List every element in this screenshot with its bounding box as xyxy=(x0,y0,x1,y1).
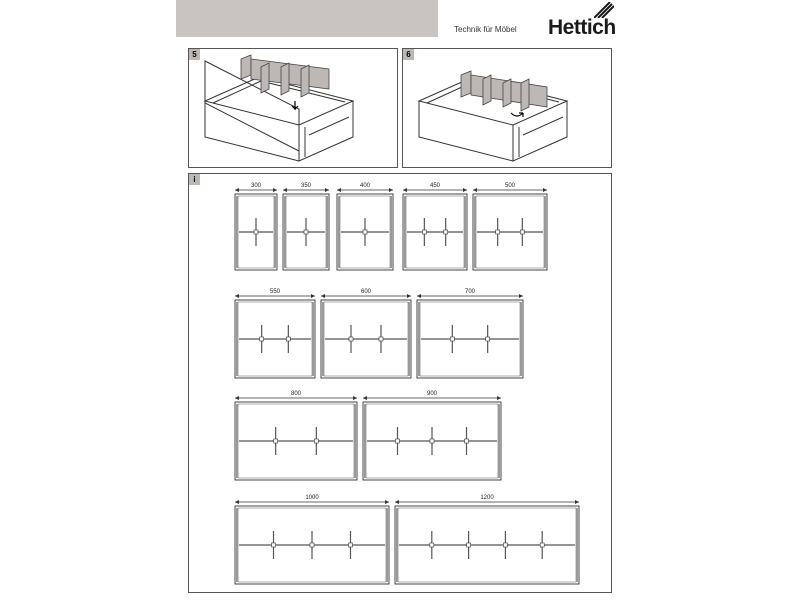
arrow-left-icon xyxy=(283,188,287,192)
layout-800 xyxy=(235,391,357,480)
side-rail-right xyxy=(520,302,522,376)
arrow-right-icon xyxy=(463,188,467,192)
side-rail-right xyxy=(464,196,466,268)
arrow-left-icon xyxy=(321,294,325,298)
side-rail-left xyxy=(474,196,476,268)
side-rail-right xyxy=(386,508,388,582)
arrow-left-icon xyxy=(395,500,399,504)
divider-layouts xyxy=(189,174,611,592)
side-rail-left xyxy=(322,302,324,376)
side-rail-left xyxy=(284,196,286,268)
divider-connector xyxy=(304,230,308,234)
divider-connector xyxy=(450,337,454,341)
arrow-right-icon xyxy=(407,294,411,298)
side-rail-left xyxy=(404,196,406,268)
side-rail-left xyxy=(236,196,238,268)
step-5-panel xyxy=(188,48,398,168)
divider-connector xyxy=(260,337,264,341)
side-rail-left xyxy=(236,508,238,582)
arrow-right-icon xyxy=(389,188,393,192)
divider-connector xyxy=(274,439,278,443)
side-rail-left xyxy=(236,404,238,478)
arrow-right-icon xyxy=(385,500,389,504)
width-label: 400 xyxy=(359,183,371,189)
tagline: Technik für Möbel xyxy=(454,25,517,34)
header-bar xyxy=(176,0,438,37)
width-label: 900 xyxy=(426,391,438,397)
arrow-left-icon xyxy=(473,188,477,192)
arrow-right-icon xyxy=(325,188,329,192)
step-5-drawer-illustration xyxy=(189,49,397,167)
divider-connector xyxy=(486,337,490,341)
divider-connector xyxy=(430,543,434,547)
divider-connector xyxy=(310,543,314,547)
side-rail-right xyxy=(498,404,500,478)
side-rail-right xyxy=(544,196,546,268)
divider-connector xyxy=(430,439,434,443)
side-rail-right xyxy=(326,196,328,268)
layout-350 xyxy=(283,183,329,270)
width-label: 550 xyxy=(269,289,281,295)
side-rail-left xyxy=(236,302,238,376)
arrow-right-icon xyxy=(273,188,277,192)
side-rail-left xyxy=(396,508,398,582)
step-5-label: 5 xyxy=(189,49,200,60)
layout-300 xyxy=(235,183,277,270)
arrow-left-icon xyxy=(337,188,341,192)
layout-450 xyxy=(403,183,467,270)
layout-400 xyxy=(337,183,393,270)
divider-connector xyxy=(503,543,507,547)
arrow-left-icon xyxy=(363,396,367,400)
divider-connector xyxy=(314,439,318,443)
width-label: 800 xyxy=(290,391,302,397)
layout-700 xyxy=(417,289,523,378)
divider-connector xyxy=(363,230,367,234)
width-label: 350 xyxy=(300,183,312,189)
layout-1200 xyxy=(395,495,579,584)
arrow-right-icon xyxy=(519,294,523,298)
side-rail-left xyxy=(338,196,340,268)
layout-1000 xyxy=(235,495,389,584)
divider-connector xyxy=(496,230,500,234)
side-rail-right xyxy=(354,404,356,478)
arrow-left-icon xyxy=(417,294,421,298)
step-6-label: 6 xyxy=(403,49,414,60)
width-label: 1200 xyxy=(480,495,494,501)
divider-connector xyxy=(272,543,276,547)
divider-connector xyxy=(467,543,471,547)
step-6-drawer-illustration xyxy=(403,49,611,167)
info-label: i xyxy=(189,174,200,185)
side-rail-left xyxy=(364,404,366,478)
side-rail-right xyxy=(576,508,578,582)
side-rail-left xyxy=(418,302,420,376)
divider-connector xyxy=(465,439,469,443)
width-label: 300 xyxy=(250,183,262,189)
width-label: 500 xyxy=(504,183,516,189)
divider-connector xyxy=(349,543,353,547)
arrow-left-icon xyxy=(235,188,239,192)
width-label: 1000 xyxy=(305,495,319,501)
divider-connector xyxy=(422,230,426,234)
arrow-right-icon xyxy=(311,294,315,298)
side-rail-right xyxy=(312,302,314,376)
arrow-right-icon xyxy=(353,396,357,400)
arrow-left-icon xyxy=(403,188,407,192)
layout-550 xyxy=(235,289,315,378)
divider-connector xyxy=(396,439,400,443)
width-label: 450 xyxy=(429,183,441,189)
divider-connector xyxy=(349,337,353,341)
arrow-left-icon xyxy=(235,500,239,504)
arrow-right-icon xyxy=(543,188,547,192)
divider-connector xyxy=(254,230,258,234)
arrow-right-icon xyxy=(575,500,579,504)
divider-connector xyxy=(286,337,290,341)
divider-connector xyxy=(379,337,383,341)
step-6-panel xyxy=(402,48,612,168)
layout-600 xyxy=(321,289,411,378)
arrow-right-icon xyxy=(497,396,501,400)
side-rail-right xyxy=(408,302,410,376)
side-rail-right xyxy=(274,196,276,268)
brand-logo: Hettich xyxy=(548,16,616,39)
divider-connector xyxy=(444,230,448,234)
arrow-left-icon xyxy=(235,396,239,400)
layout-500 xyxy=(473,183,547,270)
side-rail-right xyxy=(390,196,392,268)
width-label: 700 xyxy=(464,289,476,295)
layout-900 xyxy=(363,391,501,480)
divider-connector xyxy=(520,230,524,234)
info-panel xyxy=(188,173,612,593)
arrow-left-icon xyxy=(235,294,239,298)
width-label: 600 xyxy=(360,289,372,295)
divider-connector xyxy=(540,543,544,547)
